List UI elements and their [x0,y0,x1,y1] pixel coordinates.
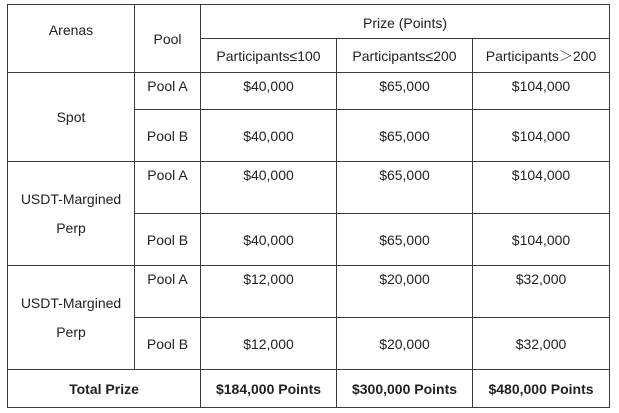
header-pool: Pool [135,5,201,73]
arena-spot: Spot [8,73,135,162]
header-arenas: Arenas [8,5,135,73]
prize-cell: $40,000 [201,214,337,266]
arena-usdt-margined-perp [8,266,135,370]
total-row [8,370,610,408]
prize-cell: $40,000 [201,162,337,214]
prize-cell: $20,000 [337,266,473,318]
prize-cell: $12,000 [201,266,337,318]
header-participants-200: Participants≤200 [337,39,473,73]
pool-label: Pool B [135,214,201,266]
total-prize-label: Total Prize [8,370,201,408]
arena-label-line1: USDT-Margined [20,294,122,311]
prize-cell: $65,000 [337,162,473,214]
table-row [8,266,610,318]
prize-cell: $65,000 [337,110,473,162]
prize-cell: $32,000 [473,318,610,370]
arena-label-line2: Perp [56,219,86,236]
prize-cell: $104,000 [473,214,610,266]
prize-cell: $65,000 [337,73,473,110]
prize-cell: $104,000 [473,73,610,110]
total-prize-value: $184,000 Points [201,370,337,408]
header-participants-over-200: Participants＞200 [473,39,610,73]
prize-cell: $104,000 [473,110,610,162]
prize-cell: $12,000 [201,318,337,370]
prize-cell: $104,000 [473,162,610,214]
table-row [8,73,610,110]
total-prize-value: $300,000 Points [337,370,473,408]
pool-label: Pool B [135,318,201,370]
prize-cell: $40,000 [201,110,337,162]
header-participants-100: Participants≤100 [201,39,337,73]
arena-label-line2: Perp [56,323,86,340]
total-prize-value: $480,000 Points [473,370,610,408]
prize-table [7,4,610,408]
table-row [8,162,610,214]
header-prize: Prize (Points) [201,5,610,39]
arena-label-line1: USDT-Margined [20,190,122,207]
prize-cell: $20,000 [337,318,473,370]
pool-label: Pool B [135,110,201,162]
pool-label: Pool A [135,73,201,110]
arena-usdt-margined-perp [8,162,135,266]
pool-label: Pool A [135,162,201,214]
pool-label: Pool A [135,266,201,318]
prize-cell: $65,000 [337,214,473,266]
prize-cell: $32,000 [473,266,610,318]
prize-cell: $40,000 [201,73,337,110]
